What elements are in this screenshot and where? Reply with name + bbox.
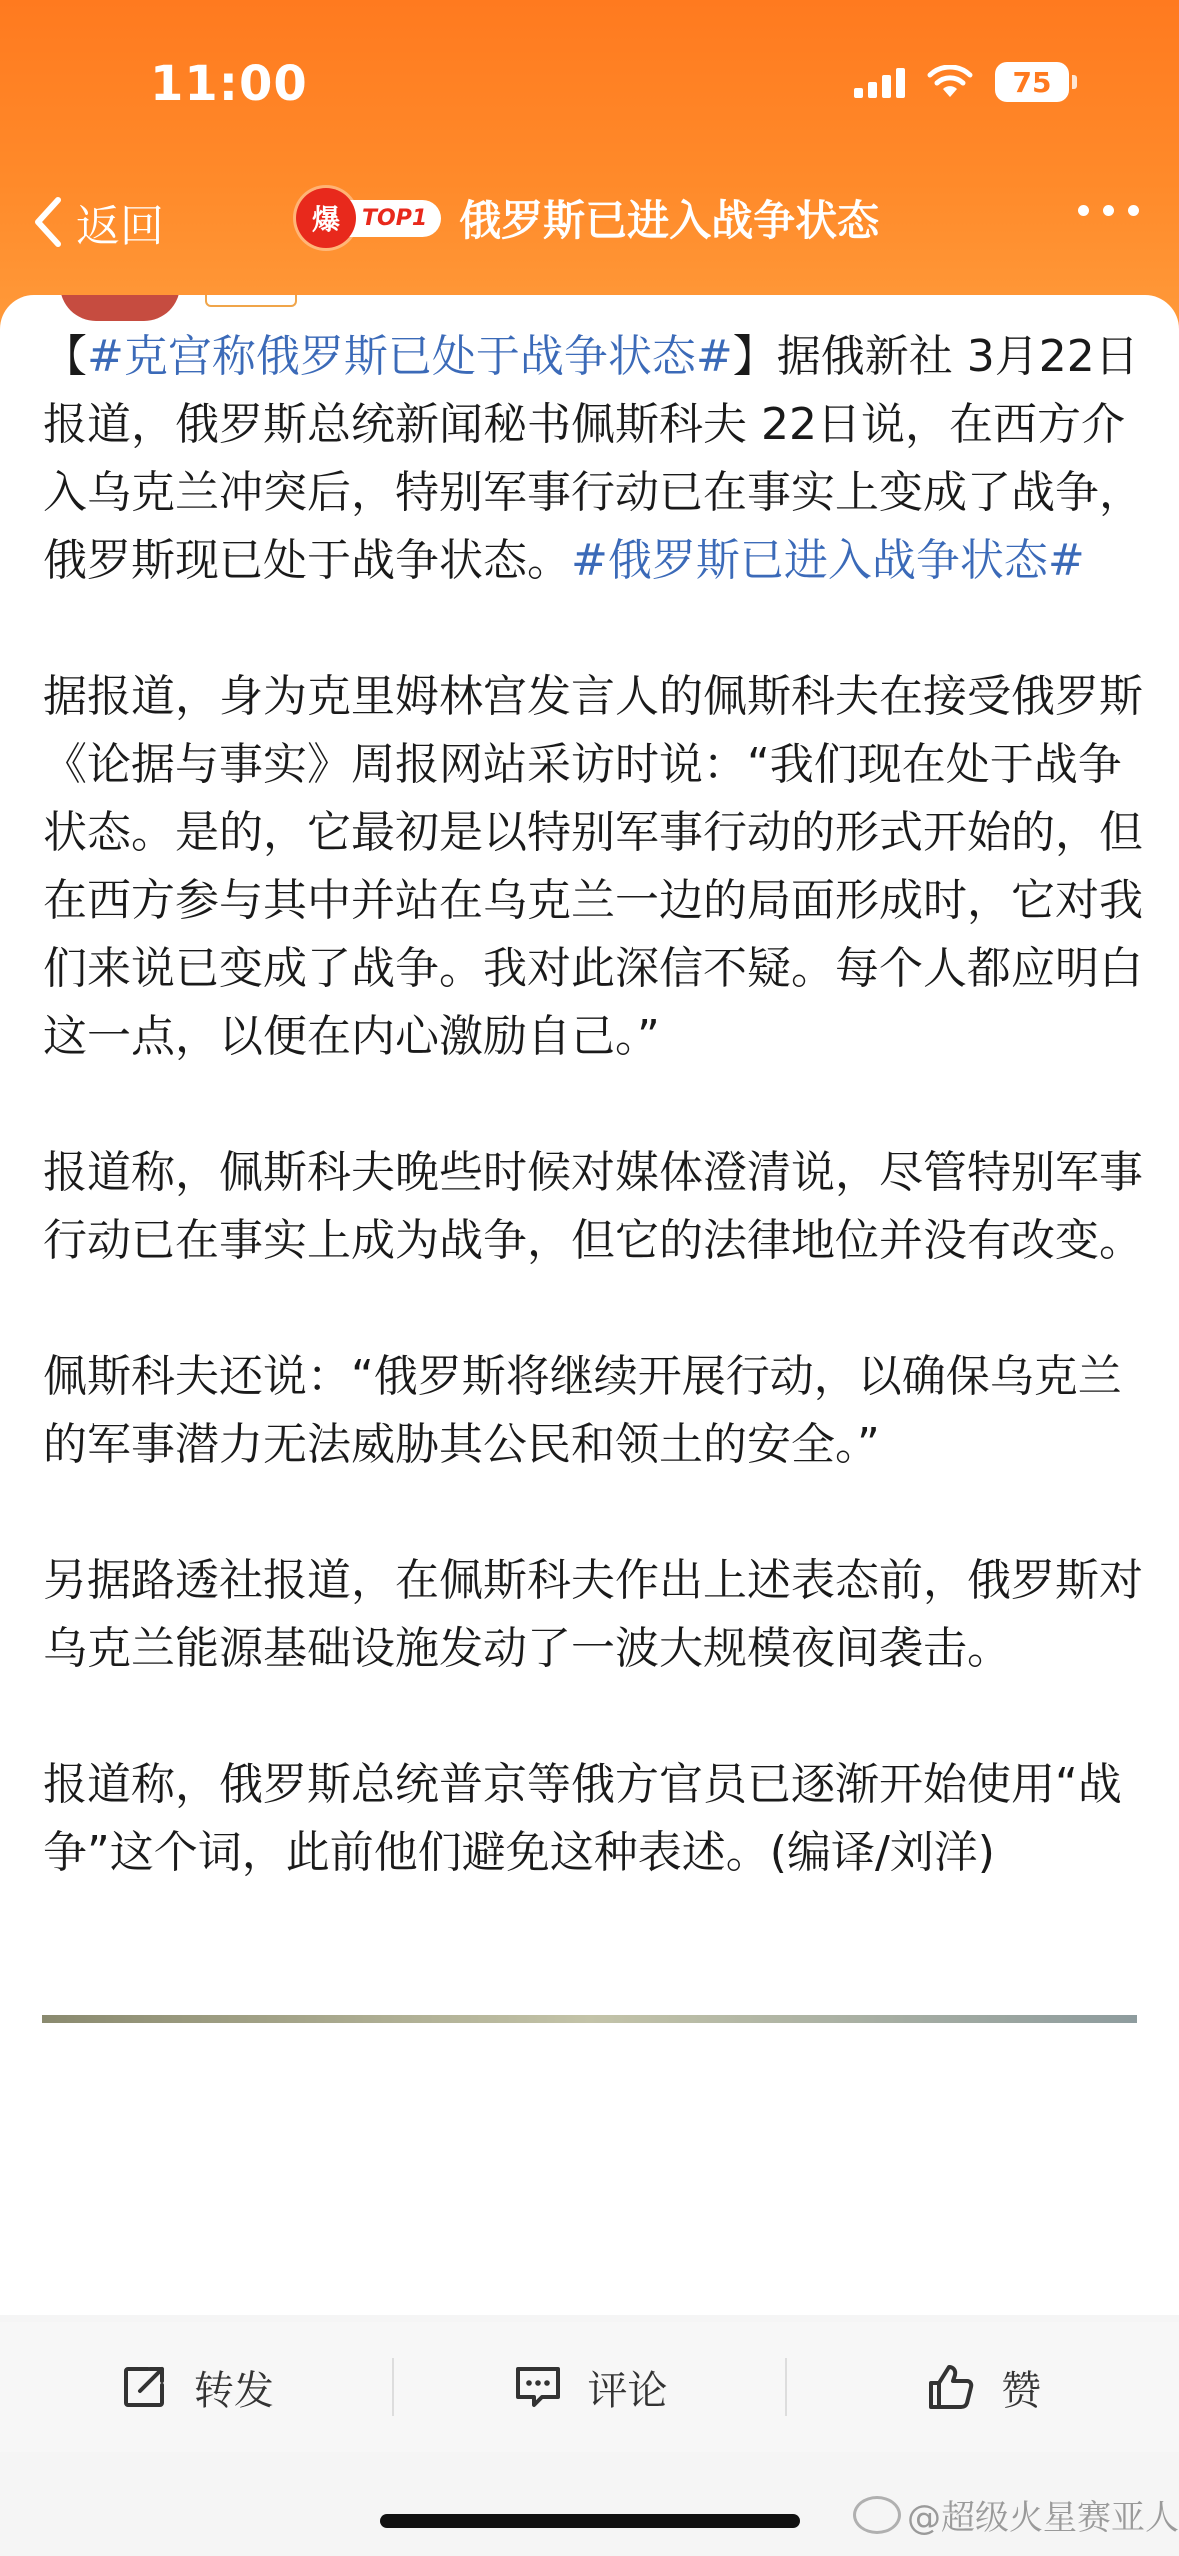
back-button[interactable] <box>30 190 164 254</box>
repost-button[interactable] <box>0 2322 392 2452</box>
like-button[interactable] <box>787 2322 1179 2452</box>
paragraph-1 <box>43 323 1143 595</box>
author-badge-peek <box>205 295 297 307</box>
dot-icon <box>1128 205 1139 216</box>
watermark-text: @超级火星赛亚人 <box>907 2498 1179 2538</box>
comment-label: 评论 <box>587 2367 668 2414</box>
paragraph-text: 据俄新社 3月22日报道，俄罗斯总统新闻秘书佩斯科夫 22日说，在西方介入乌克兰冲突后，特别军事行动已在事实上变成了战争，俄罗斯现已处于战争状态。 <box>43 331 1143 586</box>
paragraph-6: 报道称，俄罗斯总统普京等俄方官员已逐渐开始使用“战争”这个词，此前他们避免这种表述。(编译/刘洋) <box>43 1759 1122 1878</box>
paragraph-5: 另据路透社报道，在佩斯科夫作出上述表态前，俄罗斯对乌克兰能源基础设施发动了一波大规模夜间袭击。 <box>43 1555 1143 1674</box>
hot-fire-icon: 爆 <box>296 188 356 248</box>
share-icon <box>118 2361 170 2413</box>
article-body <box>43 323 1143 1955</box>
dot-icon <box>1078 205 1089 216</box>
battery-icon: 75 <box>995 62 1069 102</box>
comment-icon <box>512 2361 564 2413</box>
dot-icon <box>1103 205 1114 216</box>
action-bar <box>0 2322 1179 2452</box>
comment-button[interactable] <box>394 2322 786 2452</box>
thumbs-up-icon <box>925 2361 977 2413</box>
page-title: 俄罗斯已进入战争状态 <box>459 196 880 245</box>
paragraph-4: 佩斯科夫还说：“俄罗斯将继续开展行动，以确保乌克兰的军事潜力无法威胁其公民和领土的安全。” <box>43 1351 1122 1470</box>
more-options-button[interactable] <box>1078 205 1139 216</box>
paragraph-3: 报道称，佩斯科夫晚些时候对媒体澄清说，尽管特别军事行动已在事实上成为战争，但它的法律地位并没有改变。 <box>43 1147 1143 1266</box>
paragraph-2: 据报道，身为克里姆林宫发言人的佩斯科夫在接受俄罗斯《论据与事实》周报网站采访时说：“我们现在处于战争状态。是的，它最初是以特别军事行动的形式开始的，但在西方参与其中并站在乌克兰一边的局面形成时，它对我们来说已变成了战争。我对此深信不疑。每个人都应明白这一点，以便在内心激励自己。” <box>43 671 1143 1062</box>
repost-label: 转发 <box>193 2367 274 2414</box>
watermark <box>853 2490 1179 2539</box>
author-avatar-peek[interactable] <box>60 295 180 321</box>
hot-rank-badge <box>296 188 441 248</box>
home-indicator[interactable] <box>380 2514 800 2528</box>
hot-rank-label: TOP1 <box>340 200 441 237</box>
wifi-icon <box>927 65 973 99</box>
back-label: 返回 <box>76 201 164 252</box>
bracket-open: 【 <box>43 331 87 382</box>
chevron-left-icon <box>30 194 66 250</box>
hashtag-link[interactable]: #克宫称俄罗斯已处于战争状态# <box>87 331 733 382</box>
cellular-signal-icon <box>854 66 905 98</box>
nav-title-group <box>296 188 879 248</box>
bracket-close: 】 <box>732 331 777 382</box>
hashtag-link[interactable]: #俄罗斯已进入战争状态# <box>571 535 1085 586</box>
article-card <box>0 295 1179 2315</box>
status-icons <box>854 62 1069 102</box>
article-image-peek[interactable] <box>42 2015 1137 2023</box>
header <box>0 0 1179 330</box>
status-time: 11:00 <box>150 56 308 112</box>
weibo-logo-icon <box>853 2496 901 2534</box>
like-label: 赞 <box>1001 2367 1042 2414</box>
